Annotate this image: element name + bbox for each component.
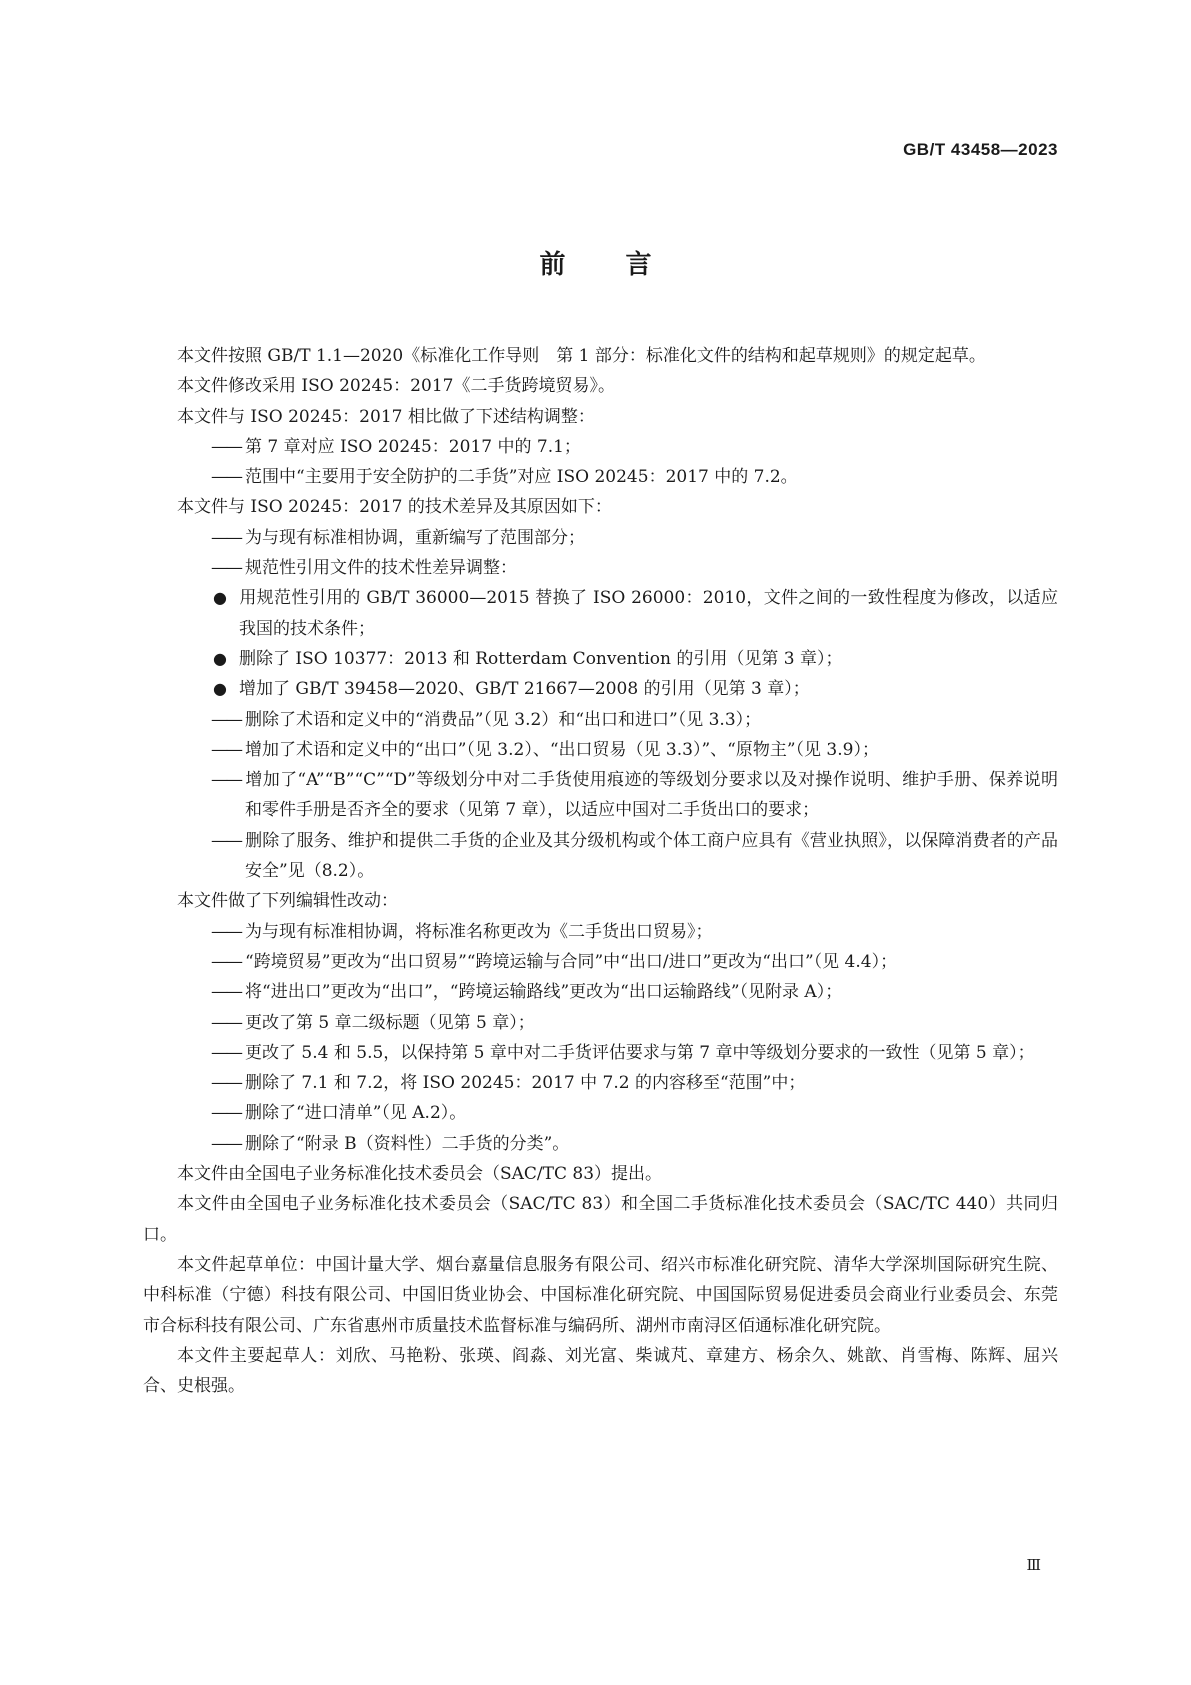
dash-marker: —— <box>211 527 241 548</box>
dash-list-item <box>177 1008 1058 1038</box>
dash-marker: —— <box>211 830 241 851</box>
dash-marker: —— <box>211 1103 241 1124</box>
dash-list-item <box>177 462 1058 492</box>
paragraph <box>143 402 1058 432</box>
paragraph-text: 本文件起草单位：中国计量大学、烟台嘉量信息服务有限公司、绍兴市标准化研究院、清华大学深圳国际研究生院、中科标准（宁德）科技有限公司、中国旧货业协会、中国标准化研究院、中国国际贸易促进委员会商业行业委员会、东莞市合标科技有限公司、广东省惠州市质量技术监督标准与编码所、湖州市南浔区佰通标准化研究院。 <box>143 1254 1058 1336</box>
paragraph-text: 本文件由全国电子业务标准化技术委员会（SAC/TC 83）和全国二手货标准化技术委员会（SAC/TC 440）共同归口。 <box>143 1194 1058 1245</box>
page-number: Ⅲ <box>1026 1556 1041 1574</box>
dash-item-text: 删除了 7.1 和 7.2，将 ISO 20245：2017 中 7.2 的内容移至“范围”中； <box>245 1073 806 1094</box>
dash-list-item <box>177 826 1058 887</box>
dash-item-text: 删除了“附录 B（资料性）二手货的分类”。 <box>245 1133 570 1154</box>
dash-list-item <box>177 705 1058 735</box>
dash-marker: —— <box>211 739 241 760</box>
dash-list-item <box>177 553 1058 583</box>
dash-item-text: 删除了“进口清单”（见 A.2）。 <box>245 1103 467 1124</box>
dash-list-item <box>177 765 1058 826</box>
paragraph <box>143 886 1058 916</box>
dash-item-text: 为与现有标准相协调，将标准名称更改为《二手货出口贸易》； <box>245 921 713 942</box>
bullet-item-text: 用规范性引用的 GB/T 36000—2015 替换了 ISO 26000：2010，文件之间的一致性程度为修改，以适应我国的技术条件； <box>239 588 1058 639</box>
dash-list-item <box>177 917 1058 947</box>
paragraph <box>143 1341 1058 1402</box>
dash-marker: —— <box>211 558 241 579</box>
dash-list-item <box>177 735 1058 765</box>
paragraph-text: 本文件按照 GB/T 1.1—2020《标准化工作导则 第 1 部分：标准化文件的结构和起草规则》的规定起草。 <box>177 346 986 366</box>
paragraph <box>143 371 1058 401</box>
dash-list-item <box>177 977 1058 1007</box>
dash-marker: —— <box>211 921 241 942</box>
page-title <box>0 244 1191 281</box>
paragraph <box>143 1250 1058 1341</box>
dash-item-text: 删除了服务、维护和提供二手货的企业及其分级机构或个体工商户应具有《营业执照》，以保障消费者的产品安全”见（8.2）。 <box>245 830 1058 882</box>
dash-item-text: 更改了 5.4 和 5.5，以保持第 5 章中对二手货评估要求与第 7 章中等级划分要求的一致性（见第 5 章）； <box>245 1042 1035 1063</box>
bullet-list-item <box>143 583 1058 644</box>
dash-item-text: 第 7 章对应 ISO 20245：2017 中的 7.1； <box>245 436 581 457</box>
paragraph <box>143 341 1058 371</box>
dash-marker: —— <box>211 467 241 488</box>
dash-marker: —— <box>211 436 241 457</box>
bullet-item-text: 删除了 ISO 10377：2013 和 Rotterdam Convention 的引用（见第 3 章）； <box>239 648 843 669</box>
title-char-1: 前 <box>539 250 566 280</box>
dash-item-text: 范围中“主要用于安全防护的二手货”对应 ISO 20245：2017 中的 7.2。 <box>245 467 798 488</box>
dash-item-text: 增加了术语和定义中的“出口”（见 3.2）、“出口贸易（见 3.3）”、“原物主”（见 3.9）； <box>245 739 879 760</box>
bullet-item-text: 增加了 GB/T 39458—2020、GB/T 21667—2008 的引用（见第 3 章）； <box>239 679 810 700</box>
dash-marker: —— <box>211 1042 241 1063</box>
paragraph <box>143 492 1058 522</box>
dash-item-text: 增加了“A”“B”“C”“D”等级划分中对二手货使用痕迹的等级划分要求以及对操作说明、维护手册、保养说明和零件手册是否齐全的要求（见第 7 章），以适应中国对二手货出口的要求； <box>245 770 1058 821</box>
dash-item-text: 将“进出口”更改为“出口”，“跨境运输路线”更改为“出口运输路线”（见附录 A）； <box>245 982 843 1003</box>
dash-list-item <box>177 1068 1058 1098</box>
standard-code: GB/T 43458—2023 <box>903 140 1058 159</box>
dash-marker: —— <box>211 982 241 1003</box>
dash-list-item <box>177 432 1058 462</box>
dash-item-text: 更改了第 5 章二级标题（见第 5 章）； <box>245 1012 535 1033</box>
bullet-icon: ● <box>213 588 227 608</box>
dash-marker: —— <box>211 1133 241 1154</box>
paragraph-text: 本文件与 ISO 20245：2017 的技术差异及其原因如下： <box>177 497 612 518</box>
dash-list-item <box>177 1129 1058 1159</box>
dash-list-item <box>177 947 1058 977</box>
paragraph-text: 本文件修改采用 ISO 20245：2017《二手货跨境贸易》。 <box>177 376 615 397</box>
dash-list-item <box>177 1038 1058 1068</box>
paragraph-text: 本文件与 ISO 20245：2017 相比做了下述结构调整： <box>177 406 595 427</box>
dash-list-item <box>177 523 1058 553</box>
bullet-list-item <box>143 644 1058 674</box>
dash-item-text: 删除了术语和定义中的“消费品”（见 3.2）和“出口和进口”（见 3.3）； <box>245 709 762 730</box>
dash-item-text: 为与现有标准相协调，重新编写了范围部分； <box>245 527 585 548</box>
paragraph <box>143 1159 1058 1189</box>
bullet-icon: ● <box>213 679 227 699</box>
dash-list-item <box>177 1098 1058 1128</box>
paragraph-text: 本文件主要起草人：刘欣、马艳粉、张瑛、阎淼、刘光富、柴诚芃、章建方、杨余久、姚歆、肖雪梅、陈辉、屈兴合、史根强。 <box>143 1345 1058 1397</box>
paragraph-text: 本文件由全国电子业务标准化技术委员会（SAC/TC 83）提出。 <box>177 1164 663 1185</box>
title-char-2: 言 <box>625 250 652 280</box>
bullet-list-item <box>143 674 1058 704</box>
dash-marker: —— <box>211 709 241 730</box>
paragraph-text: 本文件做了下列编辑性改动： <box>177 891 398 912</box>
preface-body <box>143 341 1058 1401</box>
paragraph <box>143 1189 1058 1250</box>
dash-marker: —— <box>211 1073 241 1094</box>
dash-item-text: “跨境贸易”更改为“出口贸易”“跨境运输与合同”中“出口/进口”更改为“出口”（见 4.4）； <box>245 951 898 972</box>
dash-marker: —— <box>211 951 241 972</box>
bullet-icon: ● <box>213 648 227 668</box>
dash-item-text: 规范性引用文件的技术性差异调整： <box>245 558 517 579</box>
dash-marker: —— <box>211 770 241 791</box>
dash-marker: —— <box>211 1012 241 1033</box>
